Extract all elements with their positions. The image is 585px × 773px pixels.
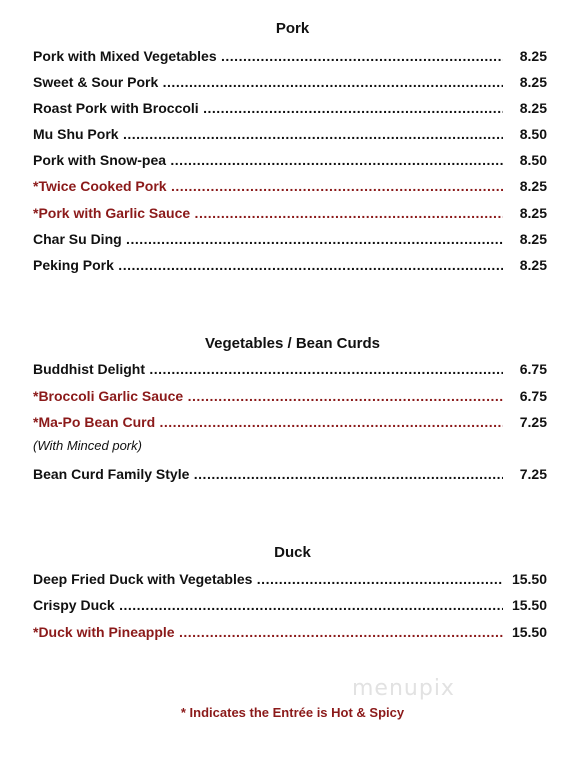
menu-item	[33, 47, 547, 65]
item-price: 6.75	[514, 360, 547, 378]
menu-item-spicy	[33, 177, 547, 195]
menu-item-spicy	[33, 413, 547, 431]
menu-item	[33, 256, 547, 274]
item-price: 7.25	[514, 413, 547, 431]
watermark-logo: menupix	[352, 676, 455, 701]
item-name: Crispy Duck	[33, 597, 115, 613]
item-price: 15.50	[506, 570, 547, 588]
item-name: Roast Pork with Broccoli	[33, 100, 199, 116]
item-note: (With Minced pork)	[33, 438, 142, 453]
menu-item	[33, 465, 547, 483]
item-price: 8.25	[514, 73, 547, 91]
item-price: 8.25	[514, 47, 547, 65]
menu-item	[33, 596, 547, 614]
menu-item-spicy	[33, 204, 547, 222]
menu-item	[33, 570, 547, 588]
section-title-vegetables: Vegetables / Bean Curds	[204, 335, 381, 352]
item-price: 8.25	[514, 230, 547, 248]
item-name: Deep Fried Duck with Vegetables	[33, 571, 253, 587]
item-name: Peking Pork	[33, 257, 114, 273]
section-title-pork: Pork	[275, 20, 310, 37]
item-price: 8.50	[514, 125, 547, 143]
menu-item	[33, 99, 547, 117]
section-title-duck: Duck	[274, 544, 311, 561]
menu-item	[33, 151, 547, 169]
item-name: Pork with Mixed Vegetables	[33, 48, 217, 64]
item-name: Sweet & Sour Pork	[33, 74, 159, 90]
item-name: *Pork with Garlic Sauce	[33, 205, 191, 221]
item-name: *Twice Cooked Pork	[33, 178, 167, 194]
menu-item	[33, 360, 547, 378]
menu-item	[33, 230, 547, 248]
item-name: Char Su Ding	[33, 231, 122, 247]
menu-item-spicy	[33, 623, 547, 641]
menu-item	[33, 73, 547, 91]
item-name: *Broccoli Garlic Sauce	[33, 388, 184, 404]
item-price: 7.25	[514, 465, 547, 483]
item-name: *Ma-Po Bean Curd	[33, 414, 156, 430]
menu-item	[33, 125, 547, 143]
item-price: 8.50	[514, 151, 547, 169]
item-price: 8.25	[514, 177, 547, 195]
item-price: 6.75	[514, 387, 547, 405]
item-price: 8.25	[514, 256, 547, 274]
item-name: *Duck with Pineapple	[33, 624, 175, 640]
item-name: Pork with Snow-pea	[33, 152, 167, 168]
item-price: 15.50	[506, 596, 547, 614]
spicy-footnote: * Indicates the Entrée is Hot & Spicy	[180, 705, 405, 720]
item-price: 8.25	[514, 99, 547, 117]
item-price: 8.25	[514, 204, 547, 222]
item-price: 15.50	[506, 623, 547, 641]
item-name: Bean Curd Family Style	[33, 466, 190, 482]
item-name: Buddhist Delight	[33, 361, 145, 377]
item-name: Mu Shu Pork	[33, 126, 119, 142]
menu-item-spicy	[33, 387, 547, 405]
